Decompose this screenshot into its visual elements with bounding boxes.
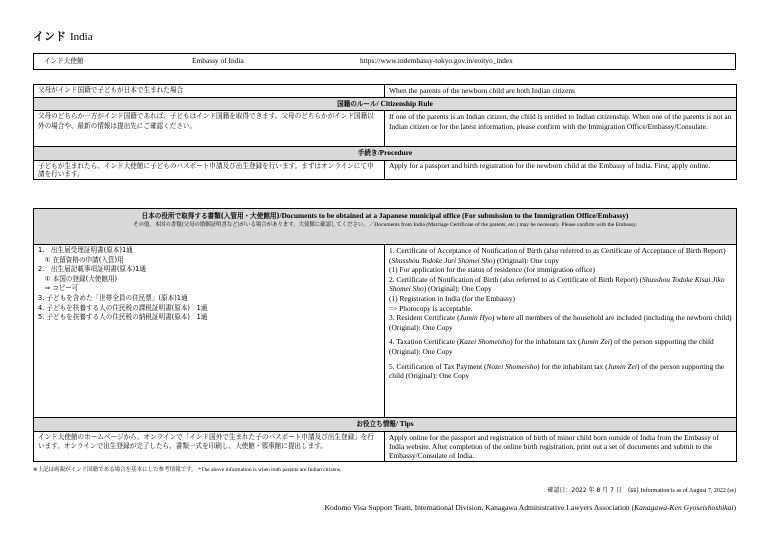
citizenship-rule-en: If one of the parents is an Indian citizen, the child is entitled to Indian citizenship. When one of the parents is not an Indian citizen or for the latest information, please confirm with the Immigration Office/Embassy/Consulate. — [385, 111, 737, 147]
tips-header-en: / Tips — [395, 419, 414, 428]
documents-list-en — [385, 245, 737, 418]
footnote-jp: ※上記は両親がインド国籍である場合を基本にした参考情報です。 — [33, 467, 197, 473]
doc5-text-end: ) of the person supporting the child (Original): One Copy — [389, 361, 725, 381]
embassy-url-link[interactable]: https://www.indembassy-tokyo.gov.in/eoityo_index — [360, 56, 513, 65]
list-item — [389, 275, 732, 294]
documents-note-en: ／Documents from India (Marriage Certificate of the parents, etc.) may be necessary. Please confirm with the Embassy. — [368, 221, 637, 228]
page-title-en: India — [70, 31, 93, 43]
doc3-text: 3. Resident Certificate ( — [389, 313, 460, 323]
documents-note-jp: その他、本国の書類(父母の婚姻証明書など)がいる場合があります。大使館に確認してください。 — [133, 221, 369, 228]
tips-jp: インド大使館のホームページから、オンラインで「インド国外で生まれた子のパスポート申請及び出生登録」を行います。オンラインで出生登録が完了したら、書類一式を印刷し、大使館・領事館に提出します。 — [34, 431, 385, 461]
doc1-text-end: ) (Original): One copy — [492, 255, 559, 265]
doc5-term-2: Jumin Zei — [607, 361, 637, 371]
procedure-en: Apply for a passport and birth registration for the newborn child at the Embassy of India. First, apply online. — [385, 160, 737, 179]
doc4-term: Kazei Shomeisho — [459, 337, 511, 347]
confirmed-date-en: Information is as of August 7, 2022 (ss) — [640, 488, 736, 494]
credit-org-jp-romaji: Kanagawa-Ken Gyoseishoshikai — [634, 503, 734, 512]
embassy-name-jp: インド大使館 — [44, 57, 84, 65]
doc5-text-mid: ) for the inhabitant tax ( — [537, 361, 608, 371]
list-item: (1) Registration in India (for the Embassy) — [389, 293, 516, 303]
list-item: 4. 子どもを扶養する人の住民税の課税証明書(原本) 1通 — [38, 303, 208, 312]
list-item: 5. 子どもを扶養する人の住民税の納税証明書(原本) 1通 — [38, 313, 208, 322]
doc2-text: 2. Certificate of Notification of Birth (also referred to as Certificate of Birth Report) ( — [389, 274, 643, 284]
doc5-text: 5. Certification of Tax Payment ( — [389, 361, 487, 371]
list-item: 3. 子どもを含めた「世帯全員の住民票」(原本)1通 — [38, 293, 188, 302]
list-item — [389, 362, 732, 381]
procedure-header-jp: 手続き — [357, 149, 378, 158]
doc5-term: Nozei Shomeisho — [486, 361, 538, 371]
citizenship-header-jp: 国籍のルール — [337, 99, 377, 108]
documents-header-en: /Documents to be obtained at a Japanese municipal office (For submission to the Immigration Office/Embassy) — [279, 211, 629, 220]
embassy-row — [34, 54, 736, 70]
credit-line — [325, 503, 737, 512]
procedure-header — [34, 147, 737, 161]
footnote-en: *The above information is when both parents are Indian citizens. — [198, 467, 342, 473]
citizenship-rule-jp: 父母のどちらか一方がインド国籍であれば、子どもはインド国籍を取得できます。父母のどちらかがインド国籍以外の場合や、最新の情報は提出先にご確認ください。 — [34, 111, 385, 147]
case-en: When the parents of the newborn child are both Indian citizens — [385, 85, 737, 98]
confirmed-date-jp: 確認日：2022 年 8 月 7 日 (ss) — [547, 487, 639, 494]
list-item: 2. 出生届記載事項証明書(原本)1通 — [38, 265, 146, 274]
procedure-header-en: /Procedure — [377, 148, 413, 158]
doc4-text-end: ) of the person supporting the child (Original): One Copy — [389, 337, 714, 356]
doc1-term: Shusshou Todoke Juri Shomei Sho — [391, 255, 493, 265]
doc2-term: Shusshou Todoke Kisai Jiko Shomei Sho — [389, 274, 725, 294]
footnote — [33, 465, 341, 473]
list-item: ① 在留資格の申請(入管)用 — [38, 255, 124, 264]
confirmed-date — [547, 485, 736, 494]
tips-header — [34, 418, 737, 432]
list-item: (1) For application for the status of residence (for immigration office) — [389, 265, 595, 275]
citizenship-header — [34, 97, 737, 111]
doc3-term: Jumin Hyo — [459, 313, 492, 323]
credit-text: Kodomo Visa Support Team, International Division, Kanagawa Administrative Lawyers Association ( — [324, 503, 635, 512]
list-item: => Photocopy is acceptable. — [389, 303, 473, 313]
list-item — [389, 246, 732, 265]
doc4-term-2: Jumin Zei — [580, 337, 610, 347]
documents-list-jp — [34, 245, 385, 418]
doc2-text-end: ) (Original): One Copy — [423, 284, 492, 294]
documents-header — [34, 209, 737, 245]
tips-header-jp: お役立ち情報 — [356, 420, 396, 428]
citizenship-header-en: / Citizenship Rule — [376, 98, 433, 108]
documents-table — [33, 208, 737, 462]
doc3-text-end: ) where all members of the household are included (including the newborn child) (Original): One Copy — [389, 313, 732, 332]
list-item — [389, 313, 732, 332]
documents-header-jp: 日本の役所で取得する書類(入管用・大使館用) — [141, 212, 280, 220]
info-table — [33, 84, 737, 180]
procedure-jp: 子どもが生まれたら、インド大使館に子どものパスポート申請及び出生登録を行います。まずはオンラインにて申請を行います。 — [34, 160, 385, 179]
list-item: ① 本国の登録(大使館用) — [38, 274, 118, 283]
tips-en: Apply online for the passport and registration of birth of minor child born outside of India from the Embassy of India website. After completion of the online birth registration, print out a set of documents and submit to the Embassy/Consulate of India. — [385, 431, 737, 461]
doc4-text: 4. Taxation Certificate ( — [389, 337, 460, 347]
case-jp: 父母がインド国籍で子どもが日本で生まれた場合 — [34, 85, 385, 98]
embassy-table — [33, 53, 736, 70]
page-title — [33, 28, 93, 44]
list-item — [389, 337, 732, 356]
doc1-text: 1. Certificate of Acceptance of Notification of Birth (also referred to as Certificate of Acceptance of Birth Report) ( — [389, 246, 726, 265]
credit-end: ) — [733, 503, 736, 512]
doc4-text-mid: ) for the inhabitant tax ( — [510, 337, 581, 347]
list-item: ⇒ コピー可 — [38, 284, 79, 293]
page-title-jp: インド — [33, 31, 66, 43]
list-item: 1. 出生届受理証明書(原本)1通 — [38, 246, 133, 254]
embassy-name-en: Embassy of India — [192, 56, 244, 65]
